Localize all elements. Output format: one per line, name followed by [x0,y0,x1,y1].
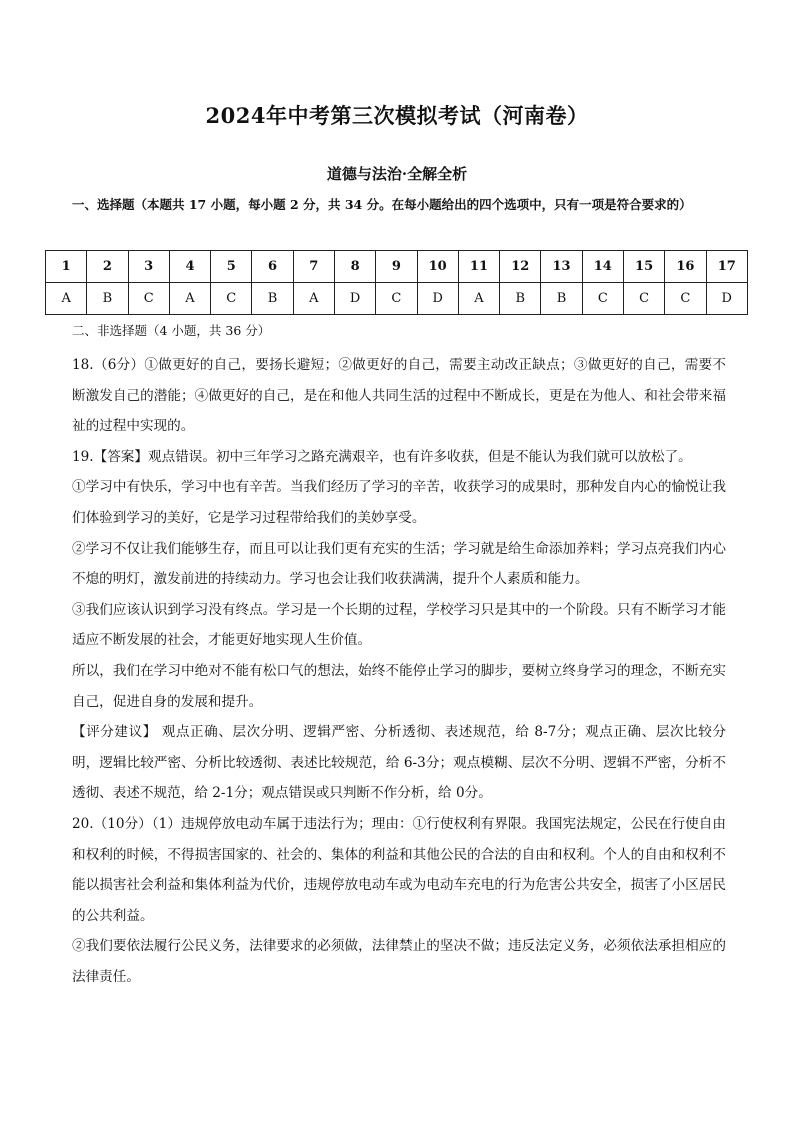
answer-19-point-3: ③我们应该认识到学习没有终点。学习是一个长期的过程，学校学习只是其中的一个阶段。只有不断学习才能适应不断发展的社会，才能更好地实现人生价值。 [72,601,726,649]
question-number-cell: 3 [128,251,169,283]
answer-cell: A [293,283,334,315]
answer-20-part-1: 20.（10分）（1）违规停放电动车属于违法行为；理由：①行使权利有界限。我国宪法规定，公民在行使自由和权利的时候，不得损害国家的、社会的、集体的利益和其他公民的合法的自由和权利。个人的自由和权利不能以损害社会利益和集体利益为代价，违规停放电动车或为电动车充电的行为危害公共安全，损害了小区居民的公共利益。 [72,815,726,924]
question-number-cell: 9 [376,251,417,283]
question-number-cell: 15 [623,251,664,283]
answer-cell: C [376,283,417,315]
question-number-cell: 1 [46,251,87,283]
question-number-cell: 10 [417,251,458,283]
answer-cell: B [541,283,582,315]
question-number-cell: 11 [458,251,499,283]
answer-18: 18.（6分）①做更好的自己，要扬长避短；②做更好的自己，需要主动改正缺点；③做更好的自己，需要不断激发自己的潜能；④做更好的自己，是在和他人共同生活的过程中不断成长，更是在为他人、和社会带来福祉的过程中实现的。 [72,357,726,435]
section-1-heading: 一、选择题（本题共 17 小题，每小题 2 分，共 34 分。在每小题给出的四个选项中，只有一项是符合要求的） [72,197,692,212]
answer-cell: C [665,283,706,315]
section-2-heading: 二、非选择题（4 小题，共 36 分） [72,323,271,338]
question-number-cell: 17 [706,251,748,283]
answer-19-conclusion: 所以，我们在学习中绝对不能有松口气的想法，始终不能停止学习的脚步，要树立终身学习的理念，不断充实自己，促进自身的发展和提升。 [72,662,726,710]
question-number-cell: 12 [500,251,541,283]
answer-cell: B [500,283,541,315]
answer-cell: B [252,283,293,315]
question-number-cell: 7 [293,251,334,283]
answer-cell: A [169,283,210,315]
answer-cell: B [87,283,128,315]
answer-table-answer-row [46,283,748,315]
question-number-cell: 5 [211,251,252,283]
question-number-cell: 8 [334,251,375,283]
answer-cell: C [128,283,169,315]
question-number-cell: 14 [582,251,623,283]
answer-19-intro: 19.【答案】观点错误。初中三年学习之路充满艰辛，也有许多收获，但是不能认为我们就可以放松了。 [72,448,692,465]
answer-cell: C [211,283,252,315]
answer-table-number-row [46,251,748,283]
answer-cell: C [582,283,623,315]
question-number-cell: 16 [665,251,706,283]
question-number-cell: 13 [541,251,582,283]
answer-20-point-2: ②我们要依法履行公民义务，法律要求的必须做，法律禁止的坚决不做；违反法定义务，必须依法承担相应的法律责任。 [72,938,726,985]
answer-cell: D [334,283,375,315]
answer-cell: D [417,283,458,315]
answer-19-point-2: ②学习不仅让我们能够生存，而且可以让我们更有充实的生活；学习就是给生命添加养料；学习点亮我们内心不熄的明灯，激发前进的持续动力。学习也会让我们收获满满，提升个人素质和能力。 [72,540,726,588]
answer-cell: D [706,283,748,315]
scoring-suggestion: 【评分建议】 观点正确、层次分明、逻辑严密、分析透彻、表述规范，给 8-7分；观点正确、层次比较分明，逻辑比较严密、分析比较透彻、表述比较规范，给 6-3分；观点模糊、层次不分明、逻辑不严密，分析不透彻、表述不规范，给 2-1分；观点错误或只判断不作分析，给 0分。 [72,724,726,802]
answer-cell: C [623,283,664,315]
answer-cell: A [46,283,87,315]
question-number-cell: 4 [169,251,210,283]
answer-cell: A [458,283,499,315]
document-subtitle: 道德与法治·全解全析 [326,165,468,183]
question-number-cell: 6 [252,251,293,283]
answer-table [45,250,748,315]
answer-19-point-1: ①学习中有快乐，学习中也有辛苦。当我们经历了学习的辛苦，收获学习的成果时，那种发自内心的愉悦让我们体验到学习的美好，它是学习过程带给我们的美妙享受。 [72,479,726,526]
question-number-cell: 2 [87,251,128,283]
document-title: 2024年中考第三次模拟考试（河南卷） [205,103,589,128]
answer-body [72,350,726,992]
